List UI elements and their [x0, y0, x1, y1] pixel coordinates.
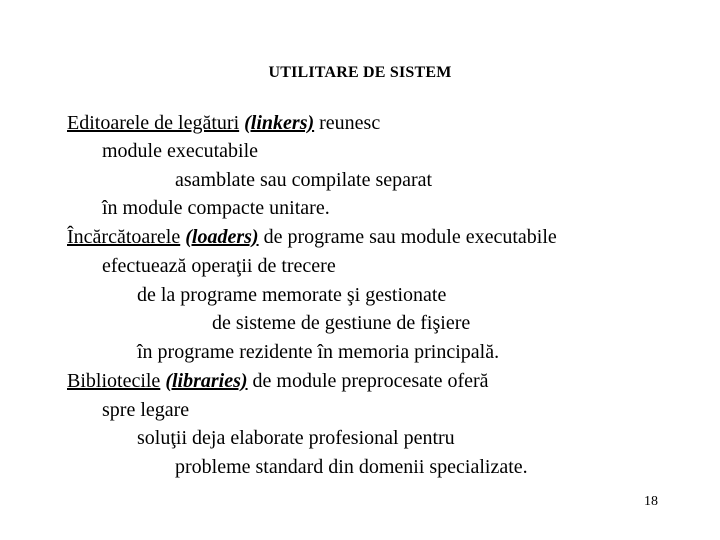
line-linkers	[67, 111, 380, 135]
page-number: 18	[644, 494, 658, 509]
slide-title: UTILITARE DE SISTEM	[268, 64, 452, 81]
line-7: de la programe memorate şi gestionate	[137, 284, 447, 306]
line-13: probleme standard din domenii specializate.	[175, 456, 528, 478]
line-8: de sisteme de gestiune de fişiere	[212, 312, 471, 334]
rest-libraries: de module preprocesate oferă	[247, 370, 489, 392]
line-3: asamblate sau compilate separat	[175, 169, 433, 191]
line-4: în module compacte unitare.	[102, 197, 330, 219]
rest-loaders: de programe sau module executabile	[258, 226, 557, 248]
line-11: spre legare	[102, 399, 190, 421]
paren-linkers: (linkers)	[244, 112, 315, 134]
paren-libraries: (libraries)	[165, 370, 248, 392]
line-12: soluţii deja elaborate profesional pentru	[137, 427, 455, 449]
rest-linkers: reunesc	[314, 112, 381, 134]
line-6: efectuează operaţii de trecere	[102, 255, 336, 277]
term-linkers: Editoarele de legături	[67, 112, 240, 134]
term-loaders: Încărcătoarele	[67, 226, 181, 248]
line-9: în programe rezidente în memoria principală.	[137, 341, 500, 363]
term-libraries: Bibliotecile	[67, 370, 161, 392]
line-loaders	[67, 225, 557, 249]
line-libraries	[67, 369, 489, 393]
line-2: module executabile	[102, 140, 259, 162]
paren-loaders: (loaders)	[185, 226, 259, 248]
